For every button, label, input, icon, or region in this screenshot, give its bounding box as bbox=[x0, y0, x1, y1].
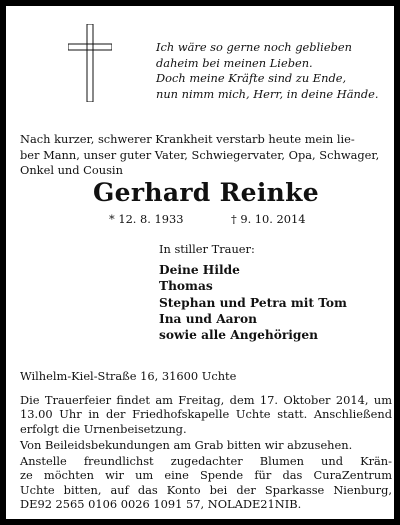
condolences-paragraph bbox=[20, 438, 392, 452]
donation-line: Anstelle freundlichst zugedachter Blumen und Krän- bbox=[20, 454, 392, 469]
intro-line: ber Mann, unser guter Vater, Schwiegervater, Opa, Schwager, bbox=[20, 147, 380, 162]
donation-line: DE92 2565 0106 0026 1091 57, NOLADE21NIB. bbox=[20, 497, 302, 512]
notice-body bbox=[20, 393, 392, 513]
mourner: sowie alle Angehörigen bbox=[159, 328, 319, 343]
condolences-line: Von Beileidsbekundungen am Grab bitten wir abzusehen. bbox=[20, 437, 353, 452]
address: Wilhelm-Kiel-Straße 16, 31600 Uchte bbox=[20, 369, 237, 383]
donation-paragraph bbox=[20, 454, 392, 511]
birth-date: * 12. 8. 1933 bbox=[109, 212, 184, 226]
funeral-paragraph bbox=[20, 393, 392, 436]
latin-cross-icon bbox=[68, 24, 112, 102]
intro-line: Nach kurzer, schwerer Krankheit verstarb heute mein lie- bbox=[20, 132, 355, 146]
funeral-line: erfolgt die Urnenbeisetzung. bbox=[20, 421, 187, 436]
intro-text bbox=[20, 132, 392, 179]
mourner: Ina und Aaron bbox=[159, 311, 257, 326]
poem bbox=[156, 40, 396, 102]
poem-line: Doch meine Kräfte sind zu Ende, bbox=[156, 71, 347, 85]
funeral-line: 13.00 Uhr in der Friedhofskapelle Uchte statt. Anschließend bbox=[20, 407, 392, 422]
funeral-line: Die Trauerfeier findet am Freitag, dem 17. Oktober 2014, um bbox=[20, 393, 392, 407]
intro-line: Onkel und Cousin bbox=[20, 163, 123, 177]
mourner: Thomas bbox=[159, 279, 213, 294]
mourner: Deine Hilde bbox=[159, 263, 240, 277]
poem-line: nun nimm mich, Herr, in deine Hände. bbox=[156, 86, 379, 101]
poem-line: Ich wäre so gerne noch geblieben bbox=[156, 40, 352, 54]
deceased-name: Gerhard Reinke bbox=[93, 178, 319, 207]
donation-line: Uchte bitten, auf das Konto bei der Sparkasse Nienburg, bbox=[20, 482, 392, 497]
poem-line: daheim bei meinen Lieben. bbox=[156, 55, 313, 70]
mourners-list bbox=[159, 262, 399, 343]
death-date: † 9. 10. 2014 bbox=[231, 212, 306, 226]
mourner: Stephan und Petra mit Tom bbox=[159, 295, 347, 310]
donation-line: ze möchten wir um eine Spende für das CuraZentrum bbox=[20, 468, 392, 483]
mourning-label: In stiller Trauer: bbox=[159, 242, 255, 256]
